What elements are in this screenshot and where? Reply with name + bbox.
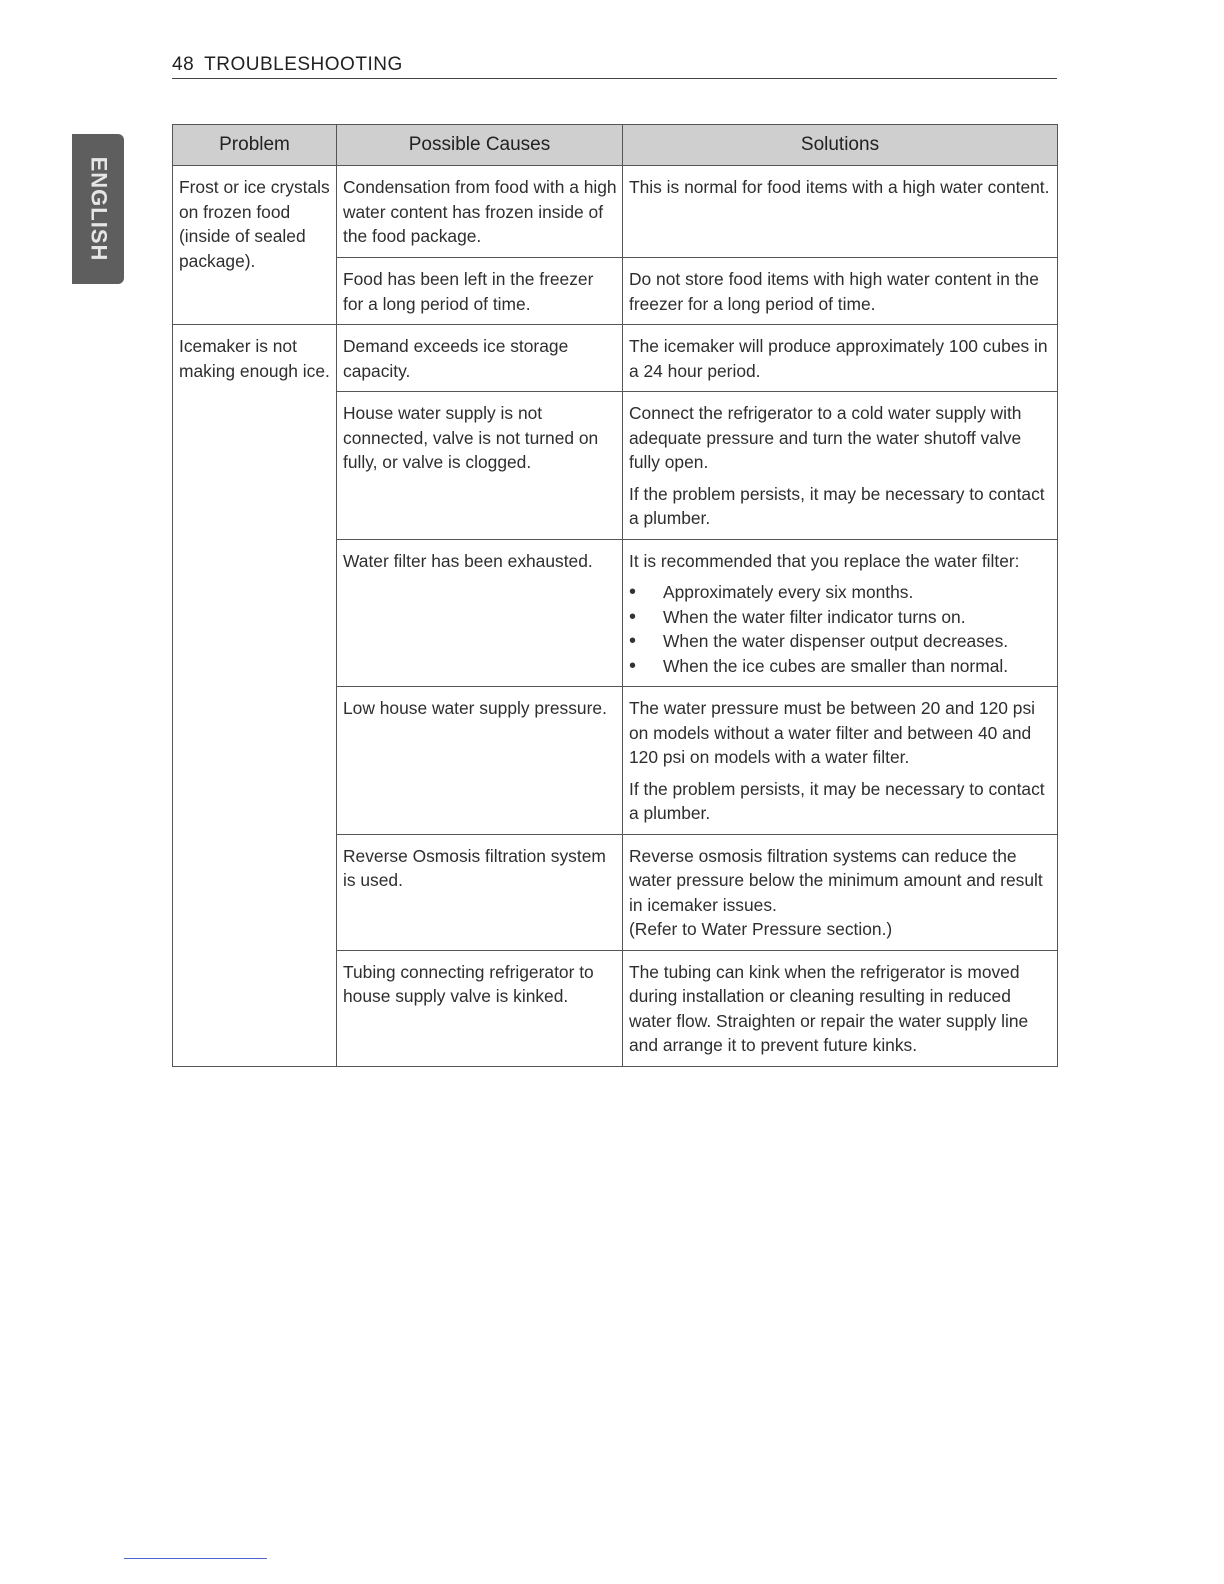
table-header-row <box>173 125 1058 166</box>
cause-text: Condensation from food with a high water content has frozen inside of the food package. <box>343 177 617 246</box>
cause-cell <box>337 834 623 950</box>
cause-text: House water supply is not connected, valve is not turned on fully, or valve is clogged. <box>343 403 599 472</box>
solution-cell <box>623 687 1058 835</box>
language-tab <box>72 134 124 284</box>
solution-cell <box>623 950 1058 1066</box>
solution-text: The tubing can kink when the refrigerator is moved during installation or cleaning resulting in reduced water flow. Straighten or repair the water supply line and arrange it to prevent future kinks. <box>629 961 1029 1055</box>
solution-cell <box>623 392 1058 540</box>
cause-cell <box>337 950 623 1066</box>
section-title: TROUBLESHOOTING <box>204 54 403 75</box>
solution-text: The water pressure must be between 20 and 120 psi on models without a water filter and between 40 and 120 psi on models with a water filter. <box>629 698 1036 767</box>
solution-text: This is normal for food items with a high water content. <box>629 177 1050 197</box>
footer-rule <box>124 1558 267 1559</box>
solution-cell <box>623 834 1058 950</box>
cause-text: Tubing connecting refrigerator to house supply valve is kinked. <box>343 961 594 1006</box>
solution-cell <box>623 539 1058 687</box>
solution-cell <box>623 258 1058 325</box>
list-item: • When the water dispenser output decreases. <box>629 629 1052 654</box>
problem-text: Icemaker is not making enough ice. <box>179 336 330 381</box>
solution-bullet-list <box>629 580 1052 678</box>
table-row <box>173 325 1058 392</box>
page-number: 48 <box>172 54 195 75</box>
solution-cell <box>623 166 1058 258</box>
solution-text: Connect the refrigerator to a cold water supply with adequate pressure and turn the water shutoff valve fully open. <box>629 403 1022 472</box>
list-item: • Approximately every six months. <box>629 580 1052 605</box>
header-problem: Problem <box>173 125 337 166</box>
page-header <box>172 54 1057 79</box>
cause-cell <box>337 258 623 325</box>
solution-text: Reverse osmosis filtration systems can reduce the water pressure below the minimum amount and result in icemaker issues. <box>629 845 1043 915</box>
list-item: • When the water filter indicator turns on. <box>629 605 1052 630</box>
cause-text: Water filter has been exhausted. <box>343 550 593 571</box>
problem-cell <box>173 325 337 1067</box>
header-solutions: Solutions <box>623 125 1058 166</box>
solution-text: The icemaker will produce approximately 100 cubes in a 24 hour period. <box>629 336 1048 381</box>
solution-text: If the problem persists, it may be necessary to contact a plumber. <box>629 778 1045 823</box>
cause-cell <box>337 166 623 258</box>
cause-text: Reverse Osmosis filtration system is used. <box>343 845 606 890</box>
solution-cell <box>623 325 1058 392</box>
problem-cell <box>173 166 337 325</box>
cause-text: Food has been left in the freezer for a long period of time. <box>343 269 594 314</box>
cause-cell <box>337 539 623 687</box>
cause-text: Demand exceeds ice storage capacity. <box>343 336 569 381</box>
cause-cell <box>337 325 623 392</box>
table-row <box>173 166 1058 258</box>
troubleshooting-table <box>172 124 1058 1067</box>
cause-cell <box>337 687 623 835</box>
solution-text: It is recommended that you replace the water filter: <box>629 550 1020 571</box>
problem-text: Frost or ice crystals on frozen food (inside of sealed package). <box>179 177 330 271</box>
cause-text: Low house water supply pressure. <box>343 698 607 718</box>
cause-cell <box>337 392 623 540</box>
solution-text: If the problem persists, it may be necessary to contact a plumber. <box>629 483 1045 528</box>
solution-text: (Refer to Water Pressure section.) <box>629 919 893 939</box>
list-item: • When the ice cubes are smaller than normal. <box>629 654 1052 679</box>
language-tab-label: ENGLISH <box>86 156 112 262</box>
solution-text: Do not store food items with high water content in the freezer for a long period of time. <box>629 269 1039 314</box>
header-possible-causes: Possible Causes <box>337 125 623 166</box>
